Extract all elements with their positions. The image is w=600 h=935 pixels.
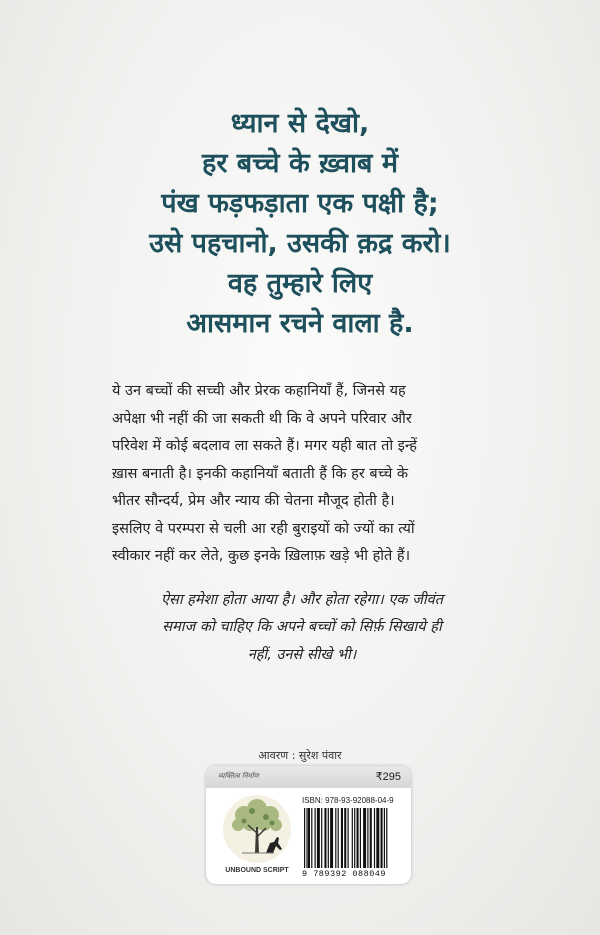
barcode-icon [302, 808, 402, 868]
card-header [206, 766, 411, 788]
blurb-line: परिवेश में कोई बदलाव ला सकते हैं। मगर यही बात तो इन्हें [112, 438, 417, 454]
tree-and-horse-logo-icon [216, 793, 298, 867]
blurb-line: ऐसा हमेशा होता आया है। और होता रहेगा। एक जीवंत [161, 591, 443, 608]
barcode-number: 9 789392 088049 [302, 869, 387, 879]
blurb-line: ख़ास बनाती है। इनकी कहानियाँ बताती हैं कि हर बच्चे के [112, 465, 409, 482]
isbn-label: ISBN: 978-93-92088-04-9 [302, 796, 394, 805]
blurb-line: ये उन बच्चों की सच्ची और प्रेरक कहानियाँ हैं, जिनसे यह [112, 383, 406, 399]
blurb-line: अपेक्षा भी नहीं की जा सकती थी कि वे अपने परिवार और [112, 410, 412, 427]
imprint-label: व्यक्तित्व निर्माण [218, 772, 259, 780]
blurb-line: नहीं, उनसे सीखे भी। [247, 646, 357, 663]
quote-line-6: आसमान रचने वाला है. [186, 308, 414, 339]
publisher-logo [216, 793, 298, 879]
cover-credit: आवरण : सुरेश पंवार [258, 749, 342, 762]
quote-line-5: वह तुम्हारे लिए [227, 268, 373, 299]
price-label: ₹295 [375, 771, 401, 783]
blurb-paragraph-2 [112, 587, 492, 670]
publisher-name: UNBOUND SCRIPT [225, 867, 289, 874]
book-blurb [112, 378, 492, 669]
blurb-line: स्वीकार नहीं कर लेते, कुछ इनके ख़िलाफ़ खड़े भी होते हैं। [112, 548, 411, 564]
quote-line-4: उसे पहचानो, उसकी क़द्र करो। [149, 228, 451, 259]
quote-line-2: हर बच्चे के ख़्वाब में [202, 148, 398, 179]
blurb-line: भीतर सौन्दर्य, प्रेम और न्याय की चेतना मौजूद होती है। [112, 493, 395, 509]
back-cover-quote [0, 104, 600, 344]
quote-line-3: पंख फड़फड़ाता एक पक्षी है; [161, 188, 439, 219]
isbn-price-card [206, 766, 411, 884]
blurb-line: इसलिए वे परम्परा से चली आ रही बुराइयों को ज्यों का त्यों [112, 520, 415, 537]
quote-line-1: ध्यान से देखो, [230, 108, 370, 139]
blurb-paragraph-1 [112, 378, 492, 571]
blurb-line: समाज को चाहिए कि अपने बच्चों को सिर्फ़ सिखाये ही [162, 619, 442, 635]
